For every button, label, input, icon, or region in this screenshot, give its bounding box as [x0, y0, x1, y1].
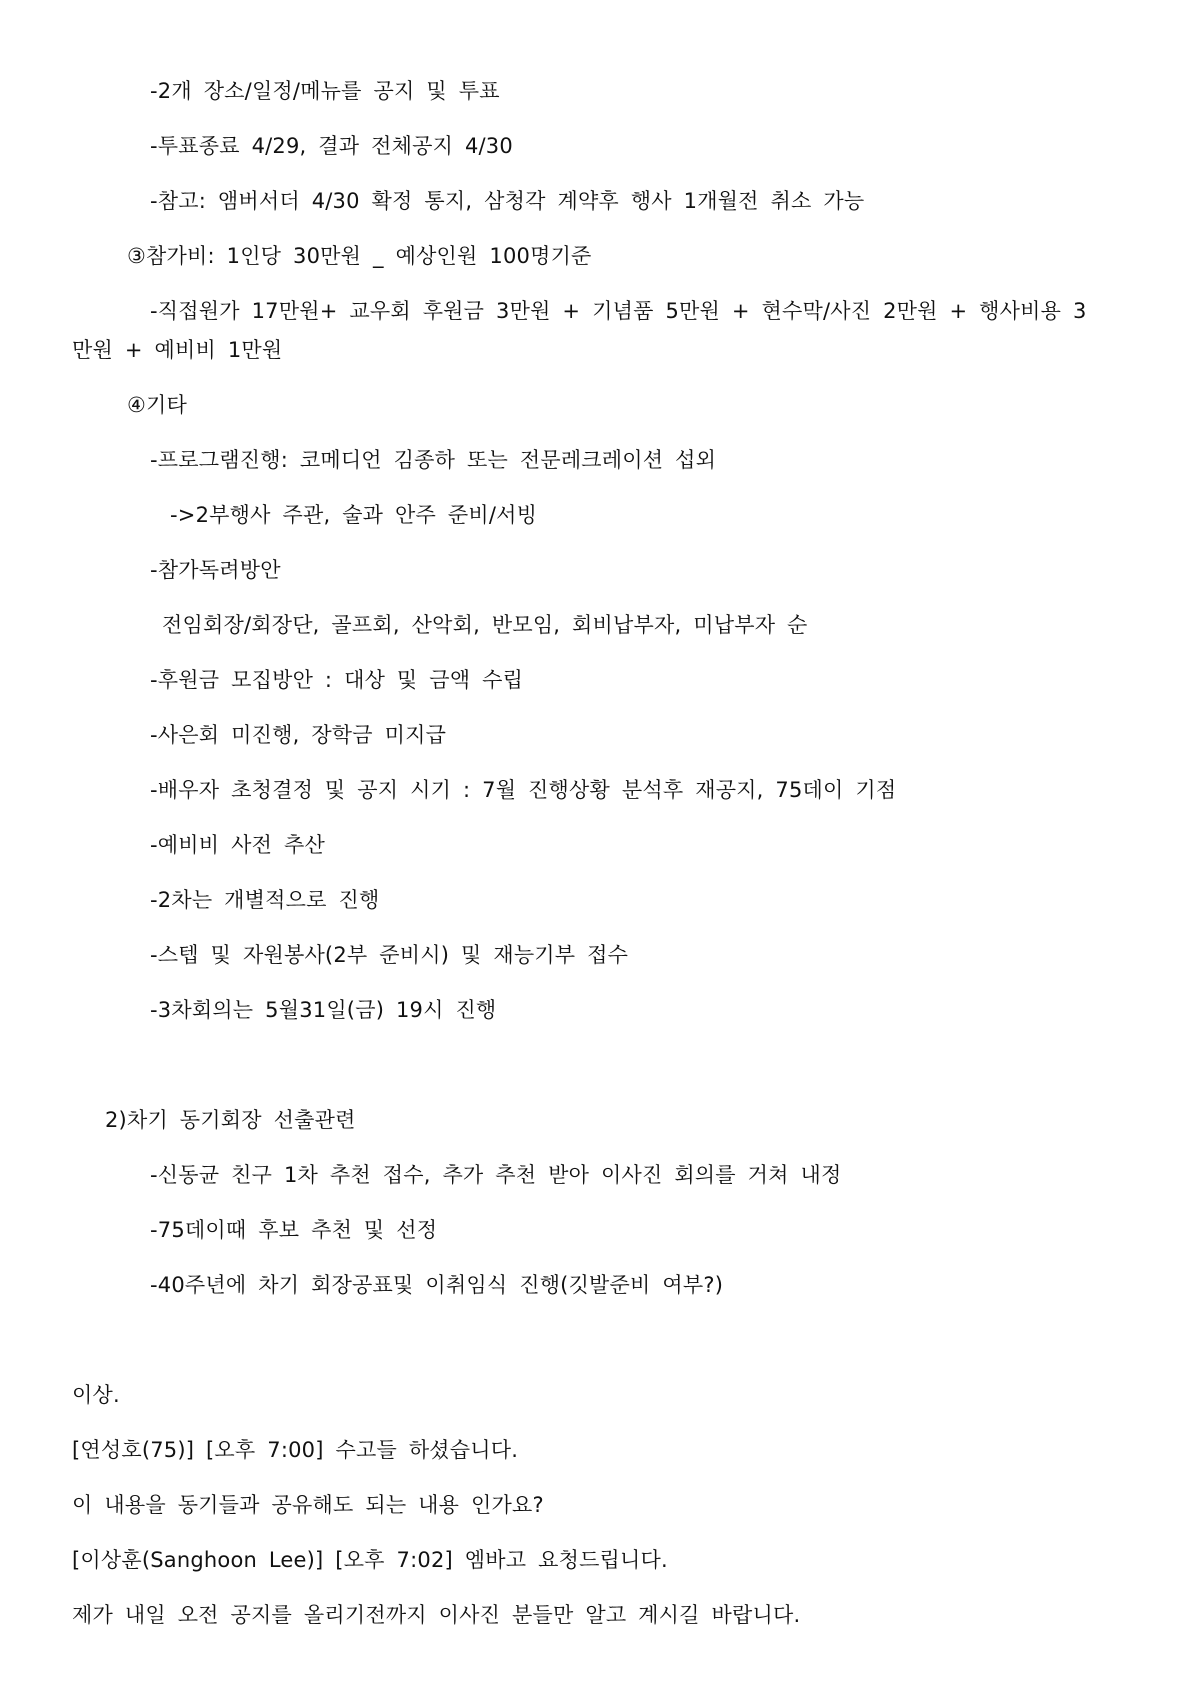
bullet-venue-schedule-menu-vote: -2개 장소/일정/메뉴를 공지 및 투표: [150, 79, 500, 103]
bullet-thanks-event: -사은회 미진행, 장학금 미지급: [150, 723, 447, 747]
bullet-cost-breakdown-cont: 만원 + 예비비 1만원: [72, 338, 283, 362]
bullet-vote-deadline: -투표종료 4/29, 결과 전체공지 4/30: [150, 134, 513, 158]
bullet-recommendation: -신동균 친구 1차 추천 접수, 추가 추천 받아 이사진 회의를 거쳐 내정: [150, 1163, 842, 1187]
bullet-40th-anniversary: -40주년에 차기 회장공표및 이취임식 진행(깃발준비 여부?): [150, 1273, 724, 1297]
closing-text: 이상.: [72, 1383, 120, 1407]
bullet-spouse-invite: -배우자 초청결정 및 공지 시기 : 7월 진행상황 분석후 재공지, 75데이 기점: [150, 778, 897, 802]
chat-message-2-cont: 제가 내일 오전 공지를 올리기전까지 이사진 분들만 알고 계시길 바랍니다.: [72, 1603, 801, 1627]
bullet-participation-encourage: -참가독려방안: [150, 558, 281, 582]
sub-bullet-second-event: ->2부행사 주관, 술과 안주 준비/서빙: [170, 503, 538, 527]
section-next-president: 2)차기 동기회장 선출관련: [105, 1108, 356, 1132]
section-other: ④기타: [127, 393, 187, 417]
section-participation-fee: ③참가비: 1인당 30만원 _ 예상인원 100명기준: [127, 244, 592, 268]
chat-message-1-cont: 이 내용을 동기들과 공유해도 되는 내용 인가요?: [72, 1493, 544, 1517]
bullet-program: -프로그램진행: 코메디언 김종하 또는 전문레크레이션 섭외: [150, 448, 717, 472]
chat-message-1: [연성호(75)] [오후 7:00] 수고들 하셨습니다.: [72, 1438, 519, 1462]
bullet-second-round: -2차는 개별적으로 진행: [150, 888, 380, 912]
bullet-staff-volunteer: -스텝 및 자원봉사(2부 준비시) 및 재능기부 접수: [150, 943, 629, 967]
bullet-reference-note: -참고: 앰버서더 4/30 확정 통지, 삼청각 계약후 행사 1개월전 취소 가능: [150, 189, 865, 213]
bullet-candidate-selection: -75데이때 후보 추천 및 선정: [150, 1218, 438, 1242]
bullet-sponsorship: -후원금 모집방안 : 대상 및 금액 수립: [150, 668, 524, 692]
sub-bullet-participation-order: 전임회장/회장단, 골프회, 산악회, 반모임, 회비납부자, 미납부자 순: [162, 613, 808, 637]
bullet-third-meeting: -3차회의는 5월31일(금) 19시 진행: [150, 998, 497, 1022]
bullet-reserve-estimate: -예비비 사전 추산: [150, 833, 325, 857]
chat-message-2: [이상훈(Sanghoon Lee)] [오후 7:02] 엠바고 요청드립니다.: [72, 1548, 668, 1572]
bullet-cost-breakdown: -직접원가 17만원+ 교우회 후원금 3만원 + 기념품 5만원 + 현수막/사진 2만원 + 행사비용 3: [150, 299, 1087, 323]
